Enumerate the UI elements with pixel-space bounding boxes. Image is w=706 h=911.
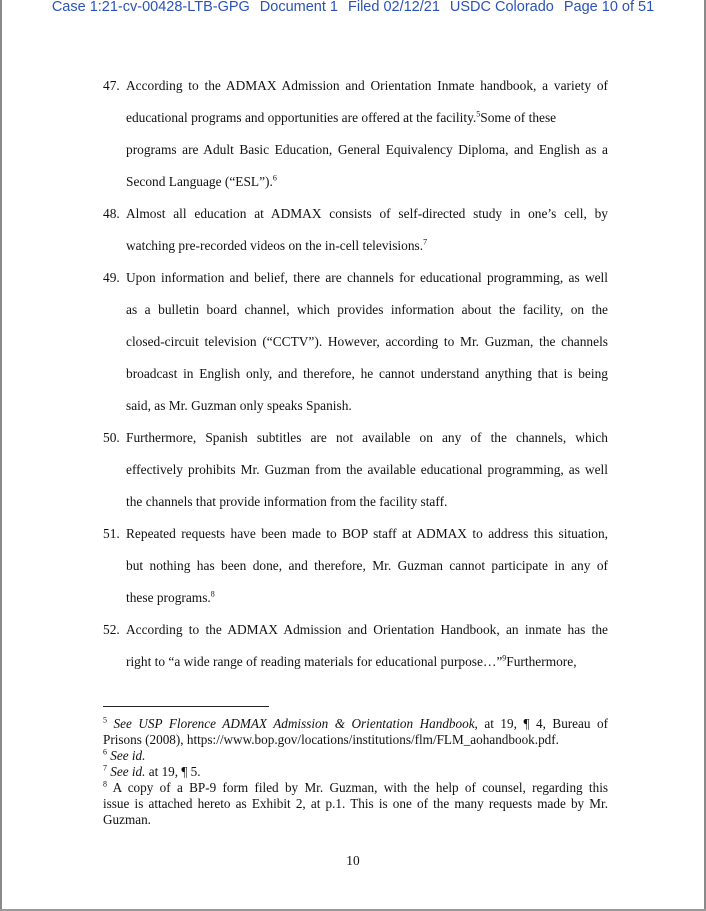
case-number: Case 1:21-cv-00428-LTB-GPG [51,0,250,15]
paragraph-line: Second Language (“ESL”).$^6$ [126,173,277,189]
paragraph-47 [103,70,608,198]
court-name: USDC Colorado [449,0,554,15]
footnote-5: $^5$ See USP Florence ADMAX Admission & Orientation Handbook, at 19, ¶ 4, Bureau of Prisons (2008), https://www.bop.gov/locations/institutions/flm/FLM_aohandbook.pdf. [103,715,609,747]
paragraph-line: the channels that provide information from the facility staff. [126,494,448,509]
paragraph-line: broadcast in English only, and therefore, he cannot understand anything that is being [126,366,608,381]
page-number: 10 [346,853,360,868]
paragraph-number: 47. [103,78,120,93]
footnote-ref-8[interactable]: 8 [210,589,215,599]
paragraph-line: these programs.$^8$ [126,589,215,605]
paragraph-number: 48. [103,206,120,221]
page-count: Page 10 of 51 [563,0,655,15]
paragraph-line: 48. Almost all education at ADMAX consists of self-directed study in one’s cell, by [103,198,608,230]
filed-date: Filed 02/12/21 [347,0,440,15]
paragraph-line: 51. Repeated requests have been made to BOP staff at ADMAX to address this situation, [103,518,608,550]
paragraph-line: as a bulletin board channel, which provides information about the facility, on the [126,302,608,317]
paragraph-number: 50. [103,430,120,445]
footnote-ref-6[interactable]: 6 [272,173,277,183]
footnote-ref-5[interactable]: 5 [476,109,481,119]
paragraph-51 [103,518,608,614]
paragraph-48 [103,198,608,262]
footnote-citation: See id. [110,748,146,763]
footnote-mark: 8 [103,779,107,789]
paragraph-number: 51. [103,526,120,541]
paragraph-line: right to “a wide range of reading materials for educational purpose…”$^9$Furthermore, [126,653,577,669]
footnote-citation: See id. [110,764,146,779]
paragraph-line: 50. Furthermore, Spanish subtitles are not available on any of the channels, which [103,422,608,454]
footnote-separator [103,706,269,707]
paragraph-line: programs are Adult Basic Education, General Equivalency Diploma, and English as a [126,142,608,157]
paragraph-line: 47. According to the ADMAX Admission and Orientation Inmate handbook, a variety of [103,70,608,102]
footnote-7: $^7$ See id. at 19, ¶ 5. [103,763,201,779]
paragraph-52 [103,614,608,678]
paragraph-50 [103,422,608,518]
footnote-mark: 6 [103,747,107,757]
footnote-6 [103,748,608,764]
footnote-citation: See USP Florence ADMAX Admission & Orientation Handbook [113,716,475,731]
paragraph-line: watching pre-recorded videos on the in-cell televisions.$^7$ [126,237,428,253]
footnote-mark: 7 [103,763,107,773]
paragraph-line: 52. According to the ADMAX Admission and Orientation Handbook, an inmate has the [103,614,608,646]
footnote-url-line[interactable]: Prisons (2008), https://www.bop.gov/locations/institutions/flm/FLM_aohandbook.pdf. [103,732,559,747]
paragraph-number: 49. [103,270,120,285]
footnote-mark: 5 [103,715,107,725]
document-number: Document 1 [259,0,338,15]
paragraph-line: said, as Mr. Guzman only speaks Spanish. [126,398,352,413]
paragraph-line: closed-circuit television (“CCTV”). However, according to Mr. Guzman, the channels [126,334,608,349]
paragraph-49 [103,262,608,422]
paragraph-line: effectively prohibits Mr. Guzman from the available educational programming, as well [126,462,608,477]
footnote-ref-9[interactable]: 9 [502,653,507,663]
paragraph-line: educational programs and opportunities are offered at the facility.$^5$Some of these [126,109,557,125]
case-header [0,0,706,14]
footnote-8: $^8$ A copy of a BP-9 form filed by Mr. Guzman, with the help of counsel, regarding this issue is attached hereto as Exhibit 2, at p.1. This is one of the many requests made by Mr. Guzman. [103,779,608,827]
page-edge-left [0,0,2,911]
paragraph-line: 49. Upon information and belief, there are channels for educational programming, as well [103,262,608,294]
paragraph-number: 52. [103,622,120,637]
footnote-ref-7[interactable]: 7 [423,237,428,247]
paragraph-line: but nothing has been done, and therefore, Mr. Guzman cannot participate in any of [126,558,608,573]
